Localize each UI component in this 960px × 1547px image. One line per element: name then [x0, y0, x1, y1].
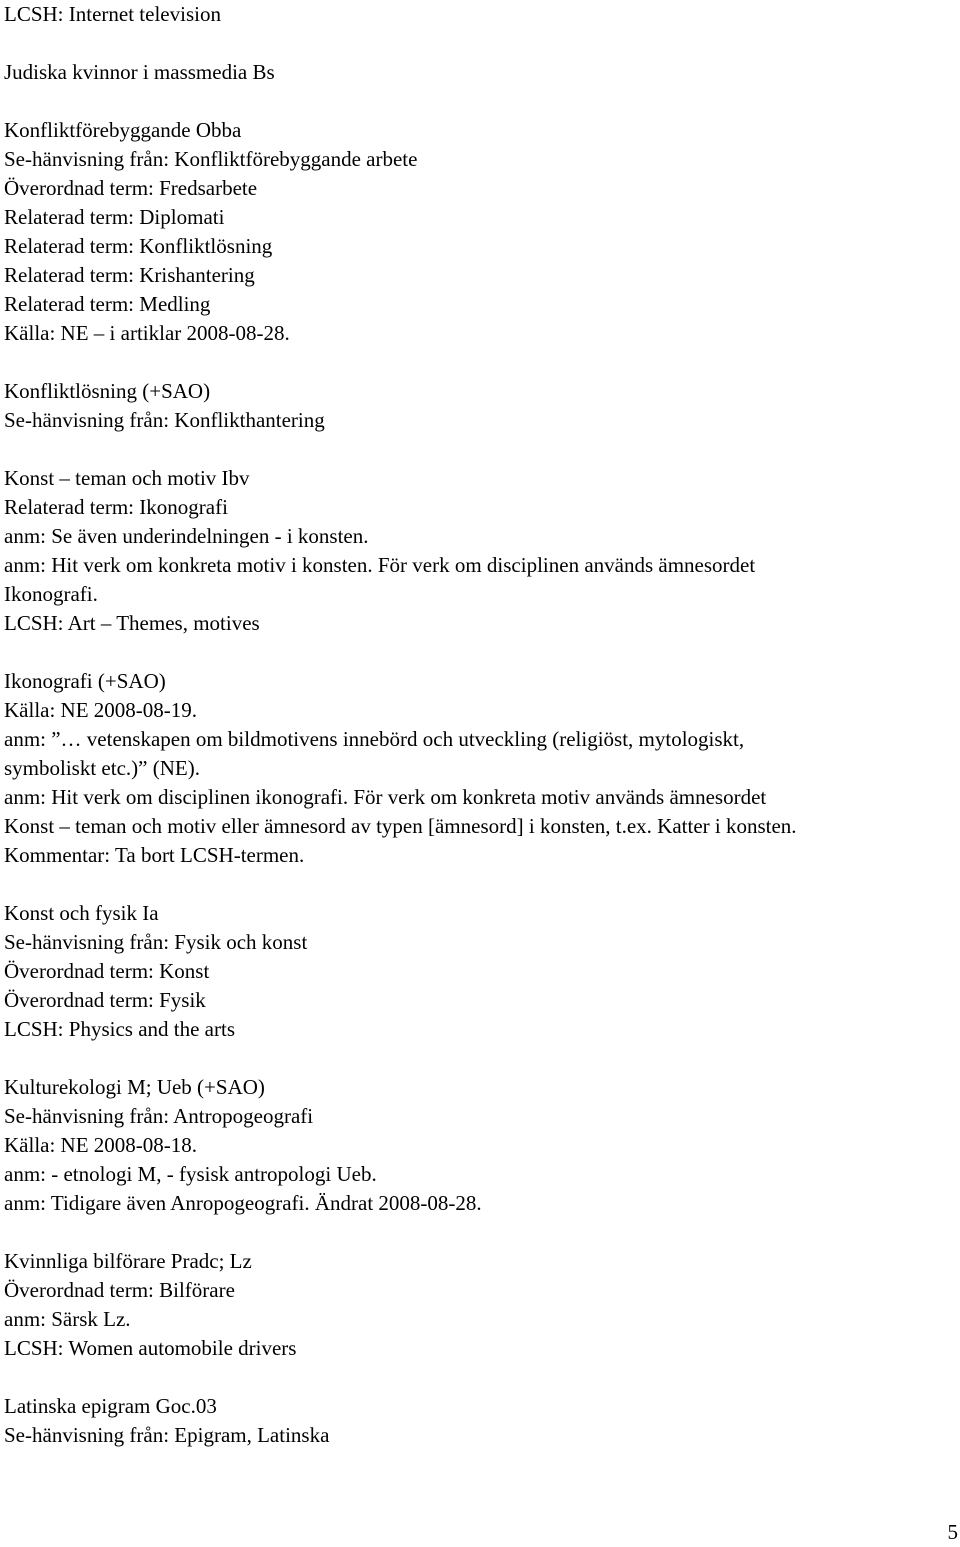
entry-line: Relaterad term: Medling	[4, 292, 211, 316]
entry-line: anm: Hit verk om konkreta motiv i konsten. För verk om disciplinen används ämnesordet	[4, 553, 756, 577]
entry-line: Se-hänvisning från: Konflikthantering	[4, 408, 325, 432]
entry-line: Överordnad term: Bilförare	[4, 1278, 235, 1302]
entry-line: Överordnad term: Konst	[4, 959, 210, 983]
entry-konfliktlosning	[4, 377, 958, 435]
entry-kvinnliga-bilforare	[4, 1247, 958, 1363]
entry-kulturekologi	[4, 1073, 958, 1218]
entry-line: Se-hänvisning från: Konfliktförebyggande arbete	[4, 147, 418, 171]
entry-line: LCSH: Art – Themes, motives	[4, 611, 260, 635]
entry-line: anm: ”… vetenskapen om bildmotivens innebörd och utveckling (religiöst, mytologiskt,	[4, 727, 745, 751]
spacer	[4, 29, 958, 58]
entry-line: Relaterad term: Krishantering	[4, 263, 255, 287]
entry-line: Ikonografi.	[4, 582, 98, 606]
entry-line: LCSH: Women automobile drivers	[4, 1336, 297, 1360]
entry-ikonografi	[4, 667, 958, 870]
entry-line: Se-hänvisning från: Fysik och konst	[4, 930, 308, 954]
spacer	[4, 638, 958, 667]
entry-line: Källa: NE – i artiklar 2008-08-28.	[4, 321, 290, 345]
entry-line: Relaterad term: Konfliktlösning	[4, 234, 273, 258]
spacer	[4, 348, 958, 377]
entry-heading: Konst – teman och motiv Ibv	[4, 466, 250, 490]
entry-konst-teman	[4, 464, 958, 638]
document-body	[4, 0, 958, 1450]
entry-heading: Latinska epigram Goc.03	[4, 1394, 217, 1418]
entry-konst-och-fysik	[4, 899, 958, 1044]
spacer	[4, 1363, 958, 1392]
entry-line: LCSH: Physics and the arts	[4, 1017, 235, 1041]
entry-line: anm: - etnologi M, - fysisk antropologi Ueb.	[4, 1162, 377, 1186]
entry-latinska-epigram	[4, 1392, 958, 1450]
entry-judiska-kvinnor	[4, 58, 958, 87]
entry-heading: Konst och fysik Ia	[4, 901, 159, 925]
entry-line: anm: Särsk Lz.	[4, 1307, 131, 1331]
spacer	[4, 870, 958, 899]
entry-line: Se-hänvisning från: Epigram, Latinska	[4, 1423, 330, 1447]
spacer	[4, 435, 958, 464]
entry-line: anm: Tidigare även Anropogeografi. Ändrat 2008-08-28.	[4, 1191, 482, 1215]
entry-line: Källa: NE 2008-08-18.	[4, 1133, 198, 1157]
entry-heading: Judiska kvinnor i massmedia Bs	[4, 60, 275, 84]
entry-heading: Ikonografi (+SAO)	[4, 669, 166, 693]
entry-line: Överordnad term: Fredsarbete	[4, 176, 258, 200]
entry-line: symboliskt etc.)” (NE).	[4, 756, 200, 780]
spacer	[4, 1044, 958, 1073]
entry-line: Källa: NE 2008-08-19.	[4, 698, 198, 722]
entry-line: Relaterad term: Ikonografi	[4, 495, 228, 519]
entry-line: anm: Hit verk om disciplinen ikonografi. För verk om konkreta motiv används ämnesordet	[4, 785, 767, 809]
spacer	[4, 87, 958, 116]
entry-heading: Konfliktförebyggande Obba	[4, 118, 242, 142]
spacer	[4, 1218, 958, 1247]
entry-heading: Kvinnliga bilförare Pradc; Lz	[4, 1249, 252, 1273]
page-number: 5	[947, 1520, 958, 1544]
entry-line: Se-hänvisning från: Antropogeografi	[4, 1104, 314, 1128]
entry-line: Överordnad term: Fysik	[4, 988, 206, 1012]
entry-konfliktforebyggande	[4, 116, 958, 348]
entry-line: Kommentar: Ta bort LCSH-termen.	[4, 843, 305, 867]
header-line: LCSH: Internet television	[4, 2, 221, 26]
entry-heading: Kulturekologi M; Ueb (+SAO)	[4, 1075, 265, 1099]
entry-heading: Konfliktlösning (+SAO)	[4, 379, 211, 403]
entry-line: Relaterad term: Diplomati	[4, 205, 225, 229]
entry-line: anm: Se även underindelningen - i konsten.	[4, 524, 369, 548]
entry-line: Konst – teman och motiv eller ämnesord av typen [ämnesord] i konsten, t.ex. Katter i konsten.	[4, 814, 797, 838]
